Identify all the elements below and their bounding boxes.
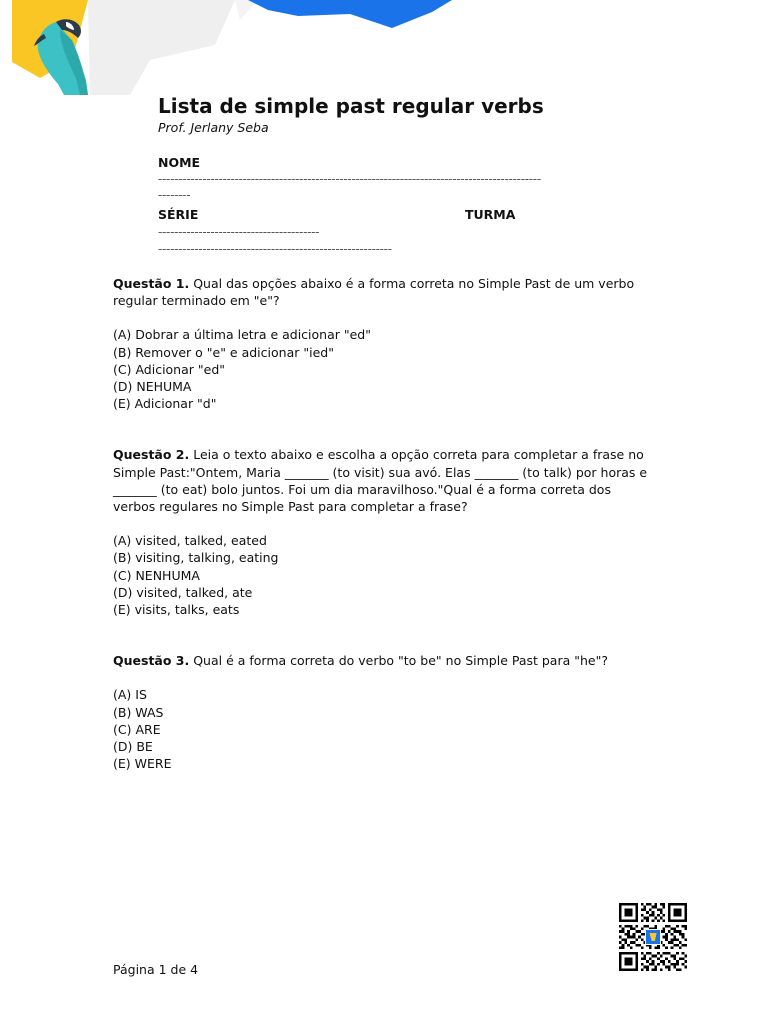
question-text <box>113 275 653 309</box>
option-b: (B) Remover o "e" e adicionar "ied" <box>113 344 334 360</box>
page-title: Lista de simple past regular verbs <box>158 94 544 118</box>
option-c: (C) Adicionar "ed" <box>113 361 226 377</box>
name-field <box>158 154 658 203</box>
question-number: Questão 2. <box>113 447 190 463</box>
option-d: (D) BE <box>113 739 153 755</box>
question-text <box>113 652 653 669</box>
question-1 <box>113 275 653 412</box>
option-a: (A) IS <box>113 687 147 703</box>
option-e: (E) WERE <box>113 756 172 772</box>
question-2 <box>113 446 653 618</box>
option-d: (D) visited, talked, ate <box>113 584 253 600</box>
class-label: TURMA <box>465 207 516 222</box>
option-e: (E) Adicionar "d" <box>113 396 217 412</box>
options-list <box>113 326 653 412</box>
question-prompt: Qual é a forma correta do verbo "to be" no Simple Past para "he"? <box>189 653 608 669</box>
name-blank-line: ----------------------------------------------------------------------------------------------- <box>158 172 541 186</box>
name-blank-line-continuation: -------- <box>158 188 191 202</box>
document-header <box>158 93 658 136</box>
option-a: (A) Dobrar a última letra e adicionar "ed" <box>113 327 371 343</box>
question-prompt: Leia o texto abaixo e escolha a opção correta para completar a frase no Simple Past:"Ontem, Maria _______ (to visit) sua avó. Elas _______ (to talk) por horas e _______ (to eat) bolo juntos. Foi um dia maravilhoso."Qual é a forma correta dos verbos regulares no Simple Past para completar a frase? <box>113 447 648 515</box>
options-list <box>113 686 653 772</box>
class-blank-line: ---------------------------------------------------------- <box>158 242 392 256</box>
options-list <box>113 532 653 618</box>
option-a: (A) visited, talked, eated <box>113 533 267 549</box>
option-d: (D) NEHUMA <box>113 379 192 395</box>
questions-list <box>113 275 653 772</box>
header-decoration <box>0 0 768 100</box>
grade-label: SÉRIE <box>158 207 199 222</box>
option-c: (C) NENHUMA <box>113 567 200 583</box>
question-spacer <box>113 618 653 652</box>
question-spacer <box>113 412 653 446</box>
question-text <box>113 446 653 515</box>
question-3 <box>113 652 653 772</box>
option-b: (B) WAS <box>113 704 164 720</box>
grade-class-row <box>158 206 658 226</box>
option-b: (B) visiting, talking, eating <box>113 550 279 566</box>
qr-code-icon[interactable] <box>619 903 687 971</box>
author-name: Prof. Jerlany Seba <box>158 120 269 135</box>
option-c: (C) ARE <box>113 721 161 737</box>
name-label: NOME <box>158 155 201 170</box>
page-number: Página 1 de 4 <box>113 962 199 977</box>
option-e: (E) visits, talks, eats <box>113 602 240 618</box>
grade-blank-line: ---------------------------------------- <box>158 225 320 239</box>
question-prompt: Qual das opções abaixo é a forma correta no Simple Past de um verbo regular terminado em "e"? <box>113 276 635 309</box>
question-number: Questão 3. <box>113 653 190 669</box>
question-number: Questão 1. <box>113 276 190 291</box>
